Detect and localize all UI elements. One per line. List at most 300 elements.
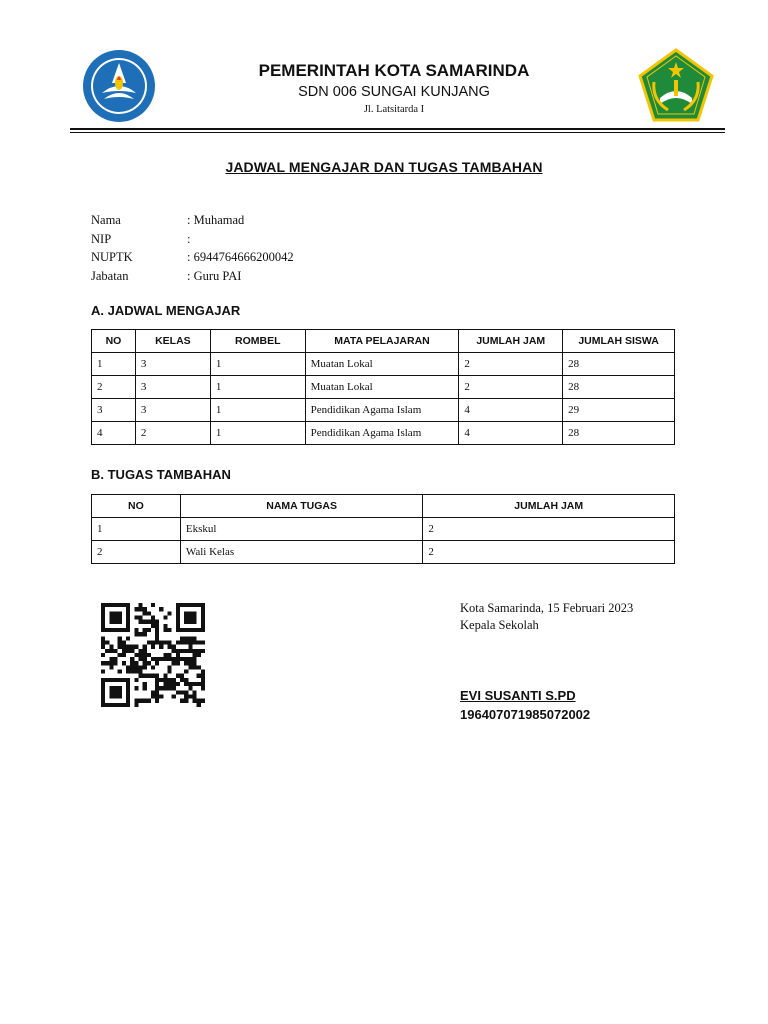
qr-module [143, 628, 147, 632]
qr-module [101, 636, 105, 640]
qr-module [188, 657, 192, 661]
header-rule-thin [70, 132, 725, 133]
qr-module [143, 649, 147, 653]
qr-module [176, 690, 180, 694]
qr-module [201, 620, 205, 624]
qr-module [159, 640, 163, 644]
qr-module [201, 603, 205, 607]
qr-module [109, 620, 113, 624]
column-header: KELAS [135, 330, 210, 353]
qr-module [168, 628, 172, 632]
qr-module [101, 640, 105, 644]
qr-module [138, 653, 142, 657]
qr-module [138, 699, 142, 703]
qr-module [184, 603, 188, 607]
qr-module [197, 649, 201, 653]
table-cell: 3 [135, 376, 210, 399]
qr-module [168, 670, 172, 674]
qr-module [184, 695, 188, 699]
table-cell: 2 [423, 541, 675, 564]
qr-module [184, 699, 188, 703]
qr-module [151, 624, 155, 628]
qr-module [176, 620, 180, 624]
qr-module [201, 640, 205, 644]
qr-module [176, 615, 180, 619]
qr-module [155, 674, 159, 678]
identity-row-jabatan [91, 267, 241, 285]
qr-module [176, 611, 180, 615]
qr-module [113, 678, 117, 682]
qr-module [101, 682, 105, 686]
qr-module [193, 653, 197, 657]
qr-module [147, 611, 151, 615]
column-header: JUMLAH JAM [423, 495, 675, 518]
qr-module [172, 682, 176, 686]
qr-module [168, 682, 172, 686]
qr-module [134, 628, 138, 632]
qr-module [201, 686, 205, 690]
document-title: JADWAL MENGAJAR DAN TUGAS TAMBAHAN [225, 159, 543, 175]
qr-module [113, 611, 117, 615]
qr-module [138, 670, 142, 674]
qr-module [105, 640, 109, 644]
qr-module [101, 699, 105, 703]
qr-module [172, 678, 176, 682]
qr-module [193, 636, 197, 640]
qr-module [197, 653, 201, 657]
qr-module [118, 686, 122, 690]
section-b-heading: B. TUGAS TAMBAHAN [91, 467, 231, 482]
qr-module [193, 611, 197, 615]
qr-module [197, 682, 201, 686]
qr-module [176, 607, 180, 611]
qr-module [126, 615, 130, 619]
qr-module [113, 649, 117, 653]
qr-module [122, 628, 126, 632]
qr-module [122, 703, 126, 707]
qr-module [126, 624, 130, 628]
qr-module [134, 661, 138, 665]
table-cell: 4 [459, 422, 563, 445]
qr-module [193, 665, 197, 669]
qr-module [126, 620, 130, 624]
qr-module [188, 665, 192, 669]
table-row [92, 541, 675, 564]
qr-module [172, 657, 176, 661]
qr-module [147, 640, 151, 644]
qr-module [101, 695, 105, 699]
qr-module [188, 611, 192, 615]
qr-module [197, 603, 201, 607]
qr-module [172, 695, 176, 699]
qr-module [184, 640, 188, 644]
qr-module [184, 615, 188, 619]
qr-module [176, 624, 180, 628]
qr-module [180, 628, 184, 632]
qr-module [130, 649, 134, 653]
qr-module [151, 674, 155, 678]
qr-module [193, 682, 197, 686]
qr-module [180, 640, 184, 644]
table-cell: 3 [92, 399, 136, 422]
school-address: Jl. Latsitarda I [363, 104, 425, 115]
qr-module [122, 603, 126, 607]
qr-module [201, 615, 205, 619]
qr-module [134, 607, 138, 611]
qr-module [201, 678, 205, 682]
qr-module [118, 636, 122, 640]
qr-module [109, 657, 113, 661]
qr-module [159, 607, 163, 611]
qr-module [197, 699, 201, 703]
table-cell: 2 [459, 353, 563, 376]
qr-module [109, 690, 113, 694]
qr-module [138, 674, 142, 678]
qr-module [109, 611, 113, 615]
qr-module [159, 657, 163, 661]
qr-module [130, 670, 134, 674]
table-header-row [92, 495, 675, 518]
qr-module [143, 607, 147, 611]
qr-module [163, 678, 167, 682]
table-cell: 3 [135, 353, 210, 376]
qr-module [101, 690, 105, 694]
government-heading: PEMERINTAH KOTA SAMARINDA [258, 61, 530, 80]
table-cell: 28 [563, 422, 675, 445]
qr-module [155, 628, 159, 632]
table-cell: 2 [423, 518, 675, 541]
qr-module [155, 636, 159, 640]
qr-module [126, 645, 130, 649]
qr-module [126, 682, 130, 686]
qr-module [138, 665, 142, 669]
qr-module [105, 703, 109, 707]
qr-module [143, 611, 147, 615]
qr-module [197, 628, 201, 632]
qr-module [134, 703, 138, 707]
qr-module [180, 678, 184, 682]
qr-module [109, 649, 113, 653]
qr-module [184, 649, 188, 653]
qr-module [126, 636, 130, 640]
qr-module [122, 649, 126, 653]
qr-module [188, 682, 192, 686]
qr-module [197, 665, 201, 669]
qr-module [163, 628, 167, 632]
table-cell: 3 [135, 399, 210, 422]
qr-module [126, 628, 130, 632]
qr-module [176, 657, 180, 661]
table-cell: 1 [92, 518, 181, 541]
kemenag-logo [638, 48, 714, 124]
identity-value: : Guru PAI [187, 269, 242, 283]
qr-module [138, 620, 142, 624]
qr-module [130, 665, 134, 669]
qr-module [109, 703, 113, 707]
qr-module [168, 665, 172, 669]
qr-module [130, 645, 134, 649]
qr-module [138, 657, 142, 661]
qr-module [113, 690, 117, 694]
qr-module [201, 611, 205, 615]
qr-module [118, 628, 122, 632]
qr-module [126, 686, 130, 690]
qr-module [188, 603, 192, 607]
qr-module [168, 678, 172, 682]
qr-module [180, 649, 184, 653]
qr-module [101, 615, 105, 619]
qr-module [184, 690, 188, 694]
qr-module [143, 645, 147, 649]
qr-module [172, 661, 176, 665]
qr-module [151, 603, 155, 607]
qr-module [188, 649, 192, 653]
qr-module [126, 678, 130, 682]
qr-module [134, 615, 138, 619]
qr-module [138, 649, 142, 653]
identity-row-nip [91, 230, 190, 248]
qr-module [176, 603, 180, 607]
qr-module [176, 682, 180, 686]
qr-module [109, 603, 113, 607]
qr-module [109, 678, 113, 682]
table-cell: 4 [459, 399, 563, 422]
qr-module [122, 661, 126, 665]
qr-module [126, 690, 130, 694]
qr-module [134, 678, 138, 682]
table-cell: Muatan Lokal [305, 376, 459, 399]
qr-module [109, 695, 113, 699]
additional-duties-table [91, 494, 675, 564]
column-header: NO [92, 330, 136, 353]
qr-module [147, 628, 151, 632]
qr-module [143, 699, 147, 703]
qr-module [155, 682, 159, 686]
qr-module [163, 653, 167, 657]
qr-module [188, 628, 192, 632]
qr-module [134, 699, 138, 703]
qr-module [138, 603, 142, 607]
identity-value: : 6944764666200042 [187, 250, 294, 264]
qr-module [193, 649, 197, 653]
qr-module [184, 670, 188, 674]
qr-module [184, 611, 188, 615]
qr-module [193, 640, 197, 644]
qr-module [201, 649, 205, 653]
table-cell: Pendidikan Agama Islam [305, 399, 459, 422]
qr-module [126, 703, 130, 707]
qr-module [109, 628, 113, 632]
qr-module [193, 603, 197, 607]
table-cell: 29 [563, 399, 675, 422]
qr-module [147, 620, 151, 624]
qr-module [193, 661, 197, 665]
table-cell: 1 [210, 353, 305, 376]
qr-module [180, 690, 184, 694]
qr-module [176, 649, 180, 653]
qr-module [155, 640, 159, 644]
qr-module [168, 611, 172, 615]
qr-module [201, 624, 205, 628]
signer-name: EVI SUSANTI S.PD [460, 688, 576, 703]
qr-module [109, 645, 113, 649]
qr-module [155, 695, 159, 699]
qr-module [101, 653, 105, 657]
qr-module [130, 661, 134, 665]
identity-row-nama [91, 211, 244, 229]
qr-module [151, 690, 155, 694]
table-row [92, 353, 675, 376]
qr-module [122, 678, 126, 682]
qr-module [201, 628, 205, 632]
qr-module [126, 695, 130, 699]
tut-wuri-handayani-logo [82, 49, 156, 123]
qr-module [155, 632, 159, 636]
qr-module [105, 661, 109, 665]
qr-module [184, 661, 188, 665]
qr-module [163, 615, 167, 619]
qr-module [138, 607, 142, 611]
qr-module [172, 686, 176, 690]
qr-module [155, 686, 159, 690]
qr-module [126, 699, 130, 703]
header-rule-thick [70, 128, 725, 130]
qr-module [143, 620, 147, 624]
table-cell: 1 [210, 422, 305, 445]
qr-module [201, 682, 205, 686]
school-name: SDN 006 SUNGAI KUNJANG [298, 84, 490, 100]
qr-module [188, 695, 192, 699]
table-cell: 2 [92, 541, 181, 564]
qr-module [159, 678, 163, 682]
qr-module [143, 674, 147, 678]
qr-module [134, 645, 138, 649]
column-header: ROMBEL [210, 330, 305, 353]
qr-module [159, 645, 163, 649]
qr-module [193, 615, 197, 619]
qr-module [118, 690, 122, 694]
qr-module [101, 607, 105, 611]
qr-module [163, 682, 167, 686]
identity-key: NIP [91, 232, 112, 246]
qr-module [151, 620, 155, 624]
qr-module [109, 615, 113, 619]
table-cell: 4 [92, 422, 136, 445]
qr-module [147, 699, 151, 703]
qr-module [163, 686, 167, 690]
qr-module [168, 657, 172, 661]
qr-module [193, 699, 197, 703]
qr-module [134, 670, 138, 674]
qr-module [113, 703, 117, 707]
qr-module [101, 611, 105, 615]
identity-key: NUPTK [91, 250, 133, 264]
qr-module [105, 678, 109, 682]
qr-module [188, 615, 192, 619]
table-row [92, 422, 675, 445]
table-row [92, 399, 675, 422]
qr-module [151, 665, 155, 669]
qr-module [118, 615, 122, 619]
qr-module [101, 670, 105, 674]
qr-module [118, 611, 122, 615]
table-row [92, 376, 675, 399]
qr-module [118, 603, 122, 607]
qr-module [113, 661, 117, 665]
qr-module [130, 657, 134, 661]
qr-module [118, 620, 122, 624]
qr-module [163, 640, 167, 644]
column-header: NO [92, 495, 181, 518]
qr-module [122, 653, 126, 657]
qr-module [184, 628, 188, 632]
qr-module [155, 624, 159, 628]
qr-module [197, 674, 201, 678]
qr-module [188, 636, 192, 640]
qr-module [134, 686, 138, 690]
identity-key: Jabatan [91, 269, 129, 283]
qr-module [201, 670, 205, 674]
qr-module [109, 665, 113, 669]
qr-module [159, 695, 163, 699]
table-cell: Pendidikan Agama Islam [305, 422, 459, 445]
qr-module [176, 674, 180, 678]
qr-module [193, 628, 197, 632]
qr-module [180, 657, 184, 661]
qr-module [113, 603, 117, 607]
qr-module [180, 603, 184, 607]
qr-module [163, 624, 167, 628]
table-row [92, 518, 675, 541]
qr-module [176, 661, 180, 665]
qr-module [101, 628, 105, 632]
table-cell: 1 [210, 399, 305, 422]
qr-module [151, 695, 155, 699]
signer-nip: 196407071985072002 [460, 707, 591, 722]
qr-module [143, 665, 147, 669]
qr-module [201, 674, 205, 678]
qr-module [147, 674, 151, 678]
qr-module [193, 620, 197, 624]
qr-module [176, 653, 180, 657]
qr-module [143, 661, 147, 665]
qr-module [143, 657, 147, 661]
qr-module [101, 686, 105, 690]
identity-row-nuptk [91, 248, 294, 266]
qr-module [168, 686, 172, 690]
table-cell: 2 [92, 376, 136, 399]
qr-module [134, 665, 138, 669]
table-cell: 2 [135, 422, 210, 445]
qr-module [105, 649, 109, 653]
qr-module [105, 603, 109, 607]
qr-module [147, 653, 151, 657]
column-header: JUMLAH JAM [459, 330, 563, 353]
qr-module [151, 640, 155, 644]
qr-module [176, 628, 180, 632]
qr-module [201, 607, 205, 611]
identity-value: : [187, 232, 191, 246]
table-cell: 28 [563, 376, 675, 399]
table-cell: Muatan Lokal [305, 353, 459, 376]
qr-module [184, 620, 188, 624]
qr-module [188, 686, 192, 690]
qr-module [105, 628, 109, 632]
qr-module [180, 674, 184, 678]
qr-module [101, 624, 105, 628]
qr-module [126, 649, 130, 653]
qr-module [163, 674, 167, 678]
